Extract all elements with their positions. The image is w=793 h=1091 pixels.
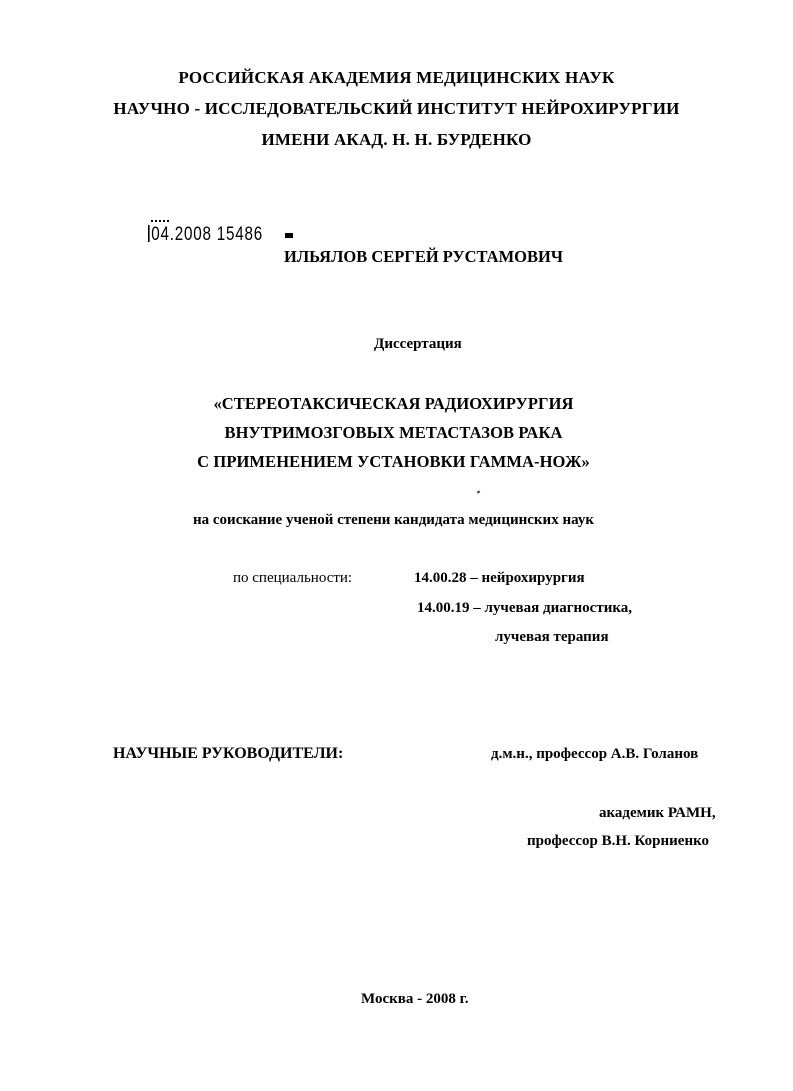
dissertation-title-line-3: С ПРИМЕНЕНИЕМ УСТАНОВКИ ГАММА-НОЖ»	[197, 452, 590, 471]
degree-statement: на соискание ученой степени кандидата медицинских наук	[193, 512, 594, 528]
supervisor-2-title: академик РАМН,	[599, 805, 716, 821]
specialty-label: по специальности:	[233, 570, 353, 586]
specialty-item-2: 14.00.19 – лучевая диагностика,	[417, 600, 633, 616]
archive-code: 04.2008 15486	[151, 224, 264, 245]
dissertation-title-line-2: ВНУТРИМОЗГОВЫХ МЕТАСТАЗОВ РАКА	[224, 423, 563, 442]
stamp-bar	[148, 225, 150, 242]
author-name: ИЛЬЯЛОВ СЕРГЕЙ РУСТАМОВИЧ	[284, 247, 563, 266]
stamp-mark	[285, 233, 293, 238]
document-type: Диссертация	[374, 336, 462, 352]
supervisor-1: д.м.н., профессор А.В. Голанов	[491, 746, 699, 762]
specialty-item-1: 14.00.28 – нейрохирургия	[414, 570, 585, 586]
institute-name: НАУЧНО - ИССЛЕДОВАТЕЛЬСКИЙ ИНСТИТУТ НЕЙРОХИРУРГИИ	[113, 99, 680, 118]
archive-stamp	[148, 224, 263, 246]
institute-namesake: ИМЕНИ АКАД. Н. Н. БУРДЕНКО	[261, 130, 532, 149]
city-year: Москва - 2008 г.	[361, 991, 469, 1007]
dissertation-title-line-1: «СТЕРЕОТАКСИЧЕСКАЯ РАДИОХИРУРГИЯ	[213, 394, 574, 413]
supervisor-2-name: профессор В.Н. Корниенко	[527, 833, 710, 849]
academy-name: РОССИЙСКАЯ АКАДЕМИЯ МЕДИЦИНСКИХ НАУК	[178, 68, 615, 87]
scan-speck	[477, 490, 481, 493]
specialty-item-3: лучевая терапия	[495, 629, 609, 645]
supervisors-label: НАУЧНЫЕ РУКОВОДИТЕЛИ:	[113, 745, 344, 762]
